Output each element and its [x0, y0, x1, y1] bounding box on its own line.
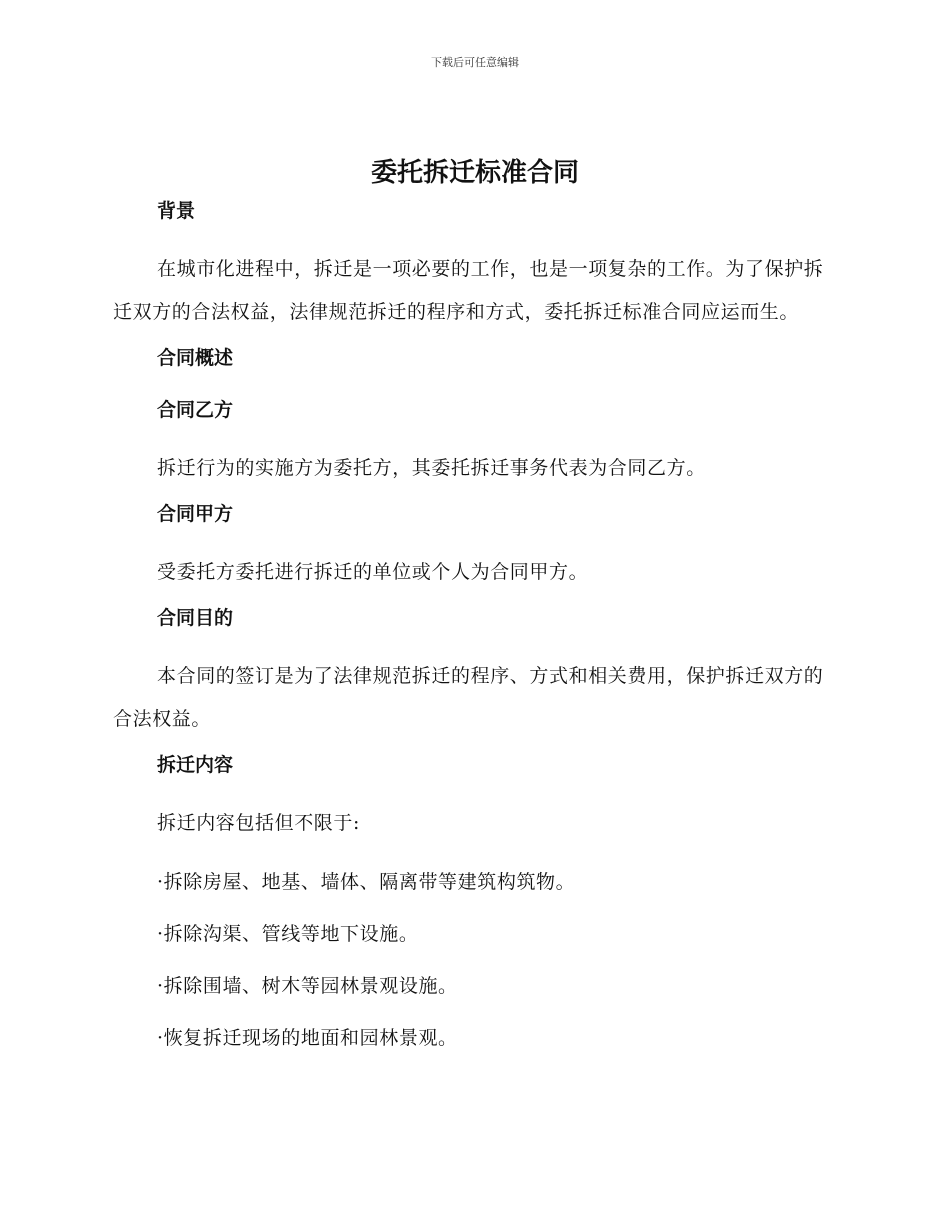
document-body — [113, 196, 829, 1075]
list-item: ·恢复拆迁现场的地面和园林景观。 — [157, 1027, 458, 1049]
document-title: 委托拆迁标准合同 — [370, 158, 579, 188]
purpose-paragraph: 本合同的签订是为了法律规范拆迁的程序、方式和相关费用，保护拆迁双方的合法权益。 — [113, 665, 824, 730]
section-heading-content: 拆迁内容 — [157, 754, 234, 776]
section-heading-overview: 合同概述 — [157, 347, 234, 369]
list-item: ·拆除围墙、树木等园林景观设施。 — [157, 975, 458, 997]
section-heading-party-a: 合同甲方 — [157, 503, 234, 525]
section-heading-background: 背景 — [157, 200, 196, 222]
background-paragraph: 在城市化进程中，拆迁是一项必要的工作，也是一项复杂的工作。为了保护拆迁双方的合法权益，法律规范拆迁的程序和方式，委托拆迁标准合同应运而生。 — [113, 258, 824, 323]
section-heading-purpose: 合同目的 — [157, 607, 234, 629]
party-b-paragraph: 拆迁行为的实施方为委托方，其委托拆迁事务代表为合同乙方。 — [157, 457, 706, 479]
section-heading-party-b: 合同乙方 — [157, 399, 234, 421]
page-header: 下载后可任意编辑 — [431, 56, 519, 69]
list-item: ·拆除沟渠、管线等地下设施。 — [157, 923, 419, 945]
party-a-paragraph: 受委托方委托进行拆迁的单位或个人为合同甲方。 — [157, 561, 589, 583]
list-item: ·拆除房屋、地基、墙体、隔离带等建筑构筑物。 — [157, 871, 576, 893]
content-intro: 拆迁内容包括但不限于: — [157, 812, 361, 834]
